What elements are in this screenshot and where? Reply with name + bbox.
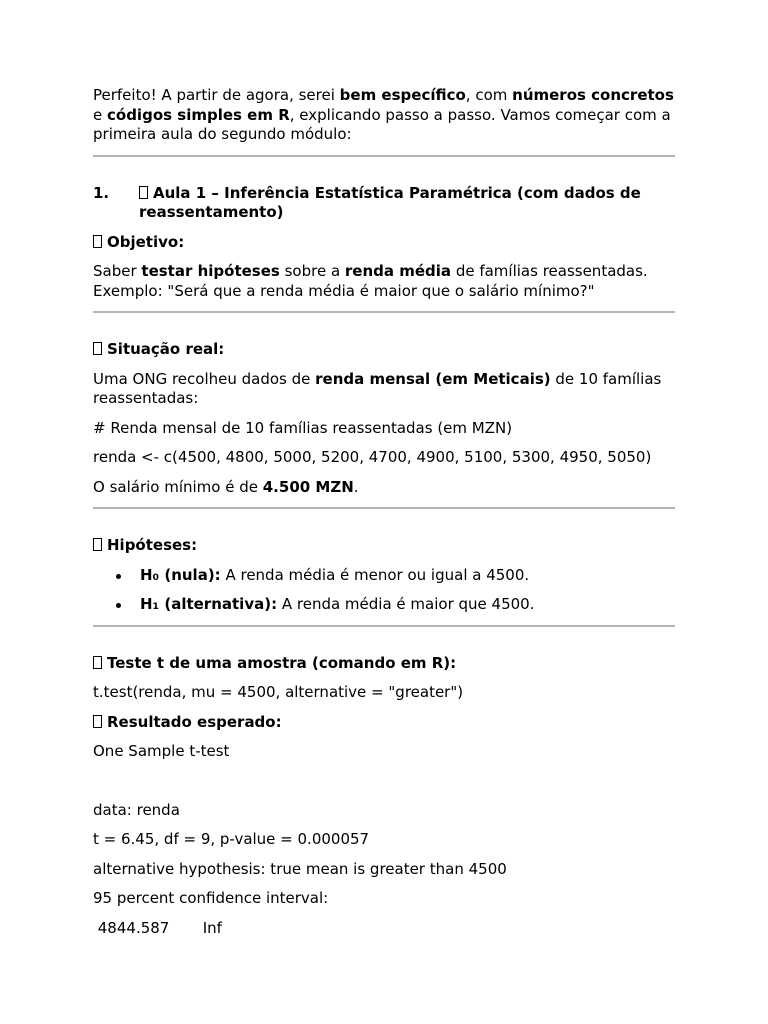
objetivo-text: Saber testar hipóteses sobre a renda média de famílias reassentadas. Exemplo: "Será que a renda média é maior que o salário mínimo?" — [93, 262, 648, 300]
bullet-icon — [116, 574, 121, 579]
teste-label: Teste t de uma amostra (comando em R): — [93, 654, 675, 674]
situacao-label: Situação real: — [93, 340, 675, 360]
output-line: 95 percent confidence interval: — [93, 889, 329, 907]
test-icon — [93, 656, 102, 669]
hipoteses-list — [93, 566, 675, 615]
output-line: data: renda — [93, 800, 180, 819]
pin-icon — [93, 342, 102, 355]
list-item: H₀ (nula): A renda média é menor ou igual a 4500. — [93, 566, 675, 586]
objetivo-example: Exemplo: "Será que a renda média é maior que o salário mínimo?" — [93, 281, 595, 300]
intro-emphasis: códigos simples em R — [107, 105, 290, 124]
chart-icon — [93, 715, 102, 728]
output-line: 4844.587 Inf — [93, 918, 222, 937]
heading-title: Aula 1 – Inferência Estatística Paramétrica (com dados de reassentamento) — [139, 183, 641, 221]
intro-text: Perfeito! A partir de agora, serei — [93, 86, 340, 104]
code-renda: renda <- c(4500, 4800, 5000, 5200, 4700, 4900, 5100, 5300, 4950, 5050) — [93, 448, 652, 466]
objetivo-label: Objetivo: — [93, 233, 675, 253]
resultado-label: Resultado esperado: — [93, 713, 675, 733]
output-line: One Sample t-test — [93, 742, 230, 760]
intro-text: , explicando passo a passo. Vamos começar com a primeira aula do segundo módulo: — [93, 105, 671, 143]
code-comment: # Renda mensal de 10 famílias reassentadas (em MZN) — [93, 418, 513, 437]
list-item: H₁ (alternativa): A renda média é maior que 4500. — [93, 595, 675, 615]
output-line: alternative hypothesis: true mean is greater than 4500 — [93, 859, 507, 878]
bullet-icon — [116, 603, 121, 608]
salario-text: O salário mínimo é de 4.500 MZN. — [93, 477, 359, 496]
book-icon — [139, 186, 148, 199]
lesson-heading — [93, 184, 675, 223]
heading-number: 1. — [93, 183, 110, 202]
intro-text: e — [93, 105, 107, 124]
target-icon — [93, 235, 102, 248]
document-page — [93, 86, 675, 938]
intro-emphasis: números concretos — [512, 86, 674, 104]
intro-text: , com — [465, 86, 513, 104]
hipoteses-label: Hipóteses: — [93, 536, 675, 556]
output-line: t = 6.45, df = 9, p-value = 0.000057 — [93, 830, 370, 848]
intro-emphasis: bem específico — [339, 86, 466, 104]
code-ttest: t.test(renda, mu = 4500, alternative = "greater") — [93, 683, 464, 701]
question-icon — [93, 538, 102, 551]
situacao-text: Uma ONG recolheu dados de renda mensal (em Meticais) de 10 famílias reassentadas: — [93, 369, 662, 407]
intro-paragraph — [93, 86, 675, 145]
